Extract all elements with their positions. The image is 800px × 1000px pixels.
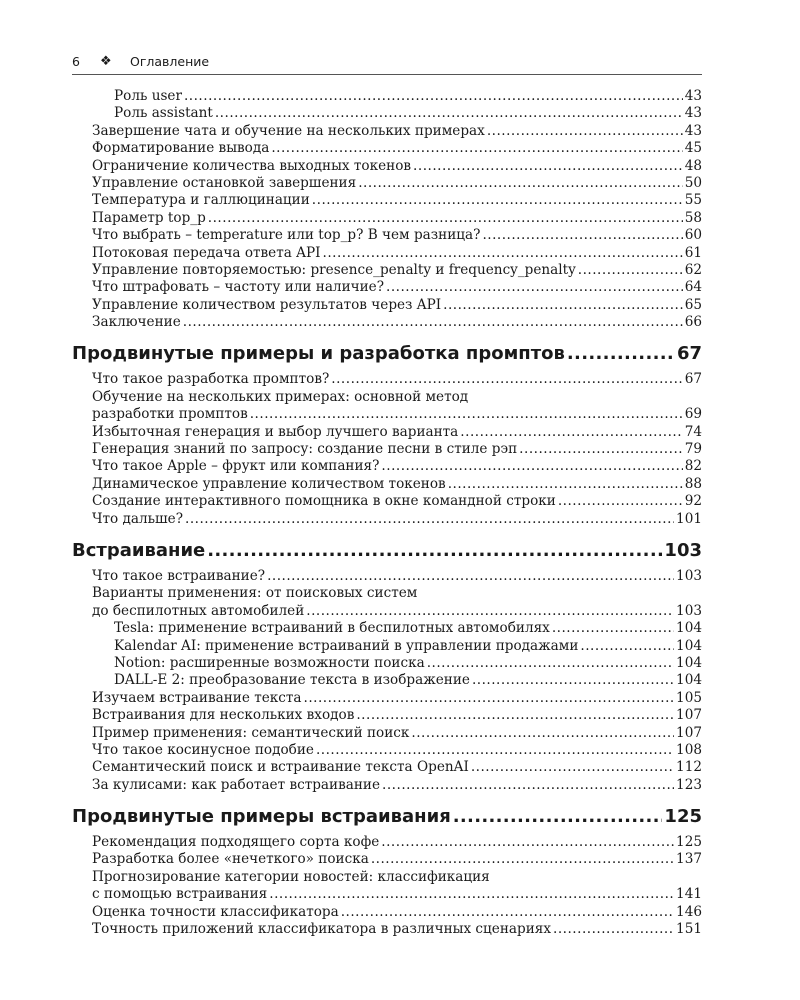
leader-dots [207,540,662,562]
table-of-contents [72,88,702,938]
toc-entry-title: Что дальше? [92,510,184,527]
toc-entry-page: 105 [676,689,702,706]
running-title: Оглавление [130,54,210,69]
toc-entry-title: DALL-E 2: преобразование текста в изображение [114,672,470,689]
toc-entry-title: Notion: расширенные возможности поиска [114,654,425,671]
chapter-heading[interactable] [72,343,702,365]
toc-entry-page: 79 [684,441,702,458]
toc-entry[interactable] [72,886,702,903]
toc-entry-page: 112 [676,759,702,776]
page-number: 6 [72,54,80,69]
toc-entry[interactable] [72,262,702,279]
toc-entry-page: 104 [676,620,702,637]
toc-entry[interactable] [72,690,702,707]
leader-dots [269,886,674,903]
leader-dots [386,279,683,296]
leader-dots [448,476,683,493]
leader-dots [306,603,674,620]
chapter-page: 67 [676,343,702,365]
toc-entry-page: 61 [684,244,702,261]
toc-entry-title: Разработка более «нечеткого» поиска [92,851,369,868]
toc-entry-title: Семантический поиск и встраивание текста OpenAI [92,759,469,776]
leader-dots [381,458,682,475]
leader-dots [482,227,682,244]
leader-dots [578,262,683,279]
ornament-icon: ❖ [100,54,112,69]
toc-entry-page: 104 [676,654,702,671]
toc-entry[interactable] [72,834,702,851]
leader-dots [580,638,674,655]
toc-entry-page: 74 [684,423,702,440]
toc-entry-page: 55 [684,192,702,209]
toc-entry[interactable] [72,227,702,244]
toc-entry-first-line[interactable]: Прогнозирование категории новостей: классификация [92,868,490,885]
leader-dots [215,105,683,122]
toc-entry-page: 43 [684,105,702,122]
toc-entry-page: 101 [676,510,702,527]
toc-entry[interactable] [72,493,702,510]
toc-entry[interactable] [72,759,702,776]
leader-dots [413,158,683,175]
leader-dots [183,314,683,331]
leader-dots [427,655,674,672]
toc-entry-title: Создание интерактивного помощника в окне командной строки [92,493,556,510]
toc-entry-title: Потоковая передача ответа API [92,244,321,261]
toc-entry[interactable] [72,297,702,314]
leader-dots [567,343,675,365]
toc-entry-first-line[interactable]: Варианты применения: от поисковых систем [92,585,418,602]
leader-dots [519,441,683,458]
leader-dots [487,123,683,140]
toc-entry-title: Что такое косинусное подобие [92,741,314,758]
toc-entry[interactable] [72,638,702,655]
toc-entry-title: Управление количеством результатов через API [92,296,442,313]
toc-entry-title: Ограничение количества выходных токенов [92,157,412,174]
chapter-title: Встраивание [72,539,206,561]
toc-entry[interactable] [72,424,702,441]
toc-entry-page: 67 [684,371,702,388]
toc-entry-page: 137 [676,851,702,868]
leader-dots [271,140,682,157]
toc-entry[interactable] [72,406,702,423]
toc-entry-page: 104 [676,637,702,654]
toc-entry[interactable] [72,603,702,620]
toc-entry-title: Что выбрать – temperature или top_p? В чем разница? [92,227,481,244]
toc-entry[interactable] [72,314,702,331]
toc-entry-title: с помощью встраивания [92,886,268,903]
toc-entry[interactable] [72,620,702,637]
leader-dots [472,672,674,689]
running-header [72,54,702,75]
toc-entry-page: 62 [684,261,702,278]
toc-entry-title: Изучаем встраивание текста [92,689,302,706]
chapter-title: Продвинутые примеры встраивания [72,806,451,828]
toc-entry-title: Что штрафовать – частоту или наличие? [92,279,385,296]
toc-entry[interactable] [72,123,702,140]
toc-entry[interactable] [72,707,702,724]
toc-entry-title: Управление повторяемостью: presence_penalty и frequency_penalty [92,261,576,278]
toc-entry-page: 58 [684,209,702,226]
leader-dots [471,759,674,776]
toc-entry[interactable] [72,777,702,794]
toc-entry-page: 151 [676,921,702,938]
leader-dots [443,297,683,314]
toc-entry[interactable] [72,725,702,742]
toc-entry-page: 50 [684,174,702,191]
toc-entry-first-line[interactable]: Обучение на нескольких примерах: основной метод [92,388,469,405]
toc-entry-page: 88 [684,475,702,492]
toc-entry-page: 104 [676,672,702,689]
chapter-heading[interactable] [72,806,702,828]
toc-entry[interactable] [72,672,702,689]
toc-entry-page: 108 [676,741,702,758]
toc-entry-title: Генерация знаний по запросу: создание песни в стиле рэп [92,441,518,458]
toc-entry-title: Заключение [92,314,181,331]
toc-entry-title: Оценка точности классификатора [92,903,339,920]
toc-entry-page: 82 [684,458,702,475]
toc-entry[interactable] [72,175,702,192]
leader-dots [185,511,674,528]
toc-entry-page: 92 [684,493,702,510]
toc-entry[interactable] [72,192,702,209]
leader-dots [208,210,683,227]
toc-entry-title: Динамическое управление количеством токенов [92,475,446,492]
toc-entry-page: 103 [676,567,702,584]
leader-dots [250,406,683,423]
toc-entry-page: 65 [684,296,702,313]
leader-dots [553,921,674,938]
toc-entry-page: 45 [684,140,702,157]
toc-entry-title: Что такое разработка промптов? [92,371,330,388]
leader-dots [316,742,674,759]
toc-entry-page: 43 [684,88,702,104]
toc-entry-title: Что такое встраивание? [92,567,266,584]
leader-dots [411,725,674,742]
chapter-page: 103 [664,539,702,561]
toc-entry[interactable] [72,279,702,296]
toc-entry-title: Tesla: применение встраиваний в беспилотных автомобилях [114,620,550,637]
toc-entry[interactable] [72,105,702,122]
toc-entry-page: 125 [676,834,702,851]
leader-dots [552,620,674,637]
toc-entry[interactable] [72,476,702,493]
toc-entry-page: 69 [684,406,702,423]
toc-entry-title: разработки промптов [92,406,248,423]
leader-dots [371,851,674,868]
leader-dots [460,424,682,441]
toc-entry-page: 48 [684,157,702,174]
toc-entry-page: 64 [684,279,702,296]
toc-entry-title: Роль assistant [114,105,213,122]
leader-dots [558,493,683,510]
toc-entry[interactable] [72,441,702,458]
leader-dots [304,690,675,707]
toc-entry[interactable] [72,904,702,921]
toc-entry-title: Роль user [114,88,182,104]
toc-entry-page: 146 [676,903,702,920]
toc-entry-title: Что такое Apple – фрукт или компания? [92,458,380,475]
toc-entry-title: Избыточная генерация и выбор лучшего варианта [92,423,459,440]
toc-entry-title: Управление остановкой завершения [92,174,357,191]
leader-dots [453,806,663,828]
toc-entry[interactable] [72,158,702,175]
toc-entry-page: 141 [676,886,702,903]
leader-dots [382,777,674,794]
toc-entry[interactable] [72,511,702,528]
toc-entry[interactable] [72,921,702,938]
toc-entry-title: Форматирование вывода [92,140,270,157]
toc-entry[interactable] [72,458,702,475]
toc-entry[interactable] [72,88,702,105]
toc-entry[interactable] [72,140,702,157]
leader-dots [356,707,674,724]
toc-entry[interactable] [72,210,702,227]
leader-dots [184,88,683,105]
leader-dots [331,371,682,388]
toc-entry-title: Встраивания для нескольких входов [92,707,355,724]
toc-entry[interactable] [72,245,702,262]
leader-dots [358,175,682,192]
toc-entry-page: 43 [684,122,702,139]
toc-entry-title: Параметр top_p [92,209,206,226]
toc-entry-title: Точность приложений классификатора в различных сценариях [92,921,552,938]
leader-dots [341,904,674,921]
chapter-page: 125 [664,806,702,828]
leader-dots [381,834,674,851]
chapter-heading[interactable] [72,540,702,562]
toc-entry-page: 103 [676,602,702,619]
toc-entry-page: 60 [684,227,702,244]
toc-entry-page: 123 [676,776,702,793]
toc-entry-title: до беспилотных автомобилей [92,602,305,619]
toc-entry-title: Kalendar AI: применение встраиваний в управлении продажами [114,637,579,654]
leader-dots [323,245,683,262]
toc-entry[interactable] [72,851,702,868]
toc-entry-title: Завершение чата и обучение на нескольких примерах [92,122,485,139]
toc-entry[interactable] [72,371,702,388]
leader-dots [312,192,683,209]
toc-entry-page: 107 [676,724,702,741]
toc-entry[interactable] [72,742,702,759]
toc-entry-title: Температура и галлюцинации [92,192,310,209]
toc-entry[interactable] [72,655,702,672]
leader-dots [267,568,674,585]
toc-entry-page: 66 [684,314,702,331]
toc-entry-title: Пример применения: семантический поиск [92,724,410,741]
chapter-title: Продвинутые примеры и разработка промптов [72,343,565,365]
toc-entry-page: 107 [676,707,702,724]
toc-entry-title: Рекомендация подходящего сорта кофе [92,834,380,851]
toc-entry-title: За кулисами: как работает встраивание [92,776,381,793]
toc-entry[interactable] [72,568,702,585]
